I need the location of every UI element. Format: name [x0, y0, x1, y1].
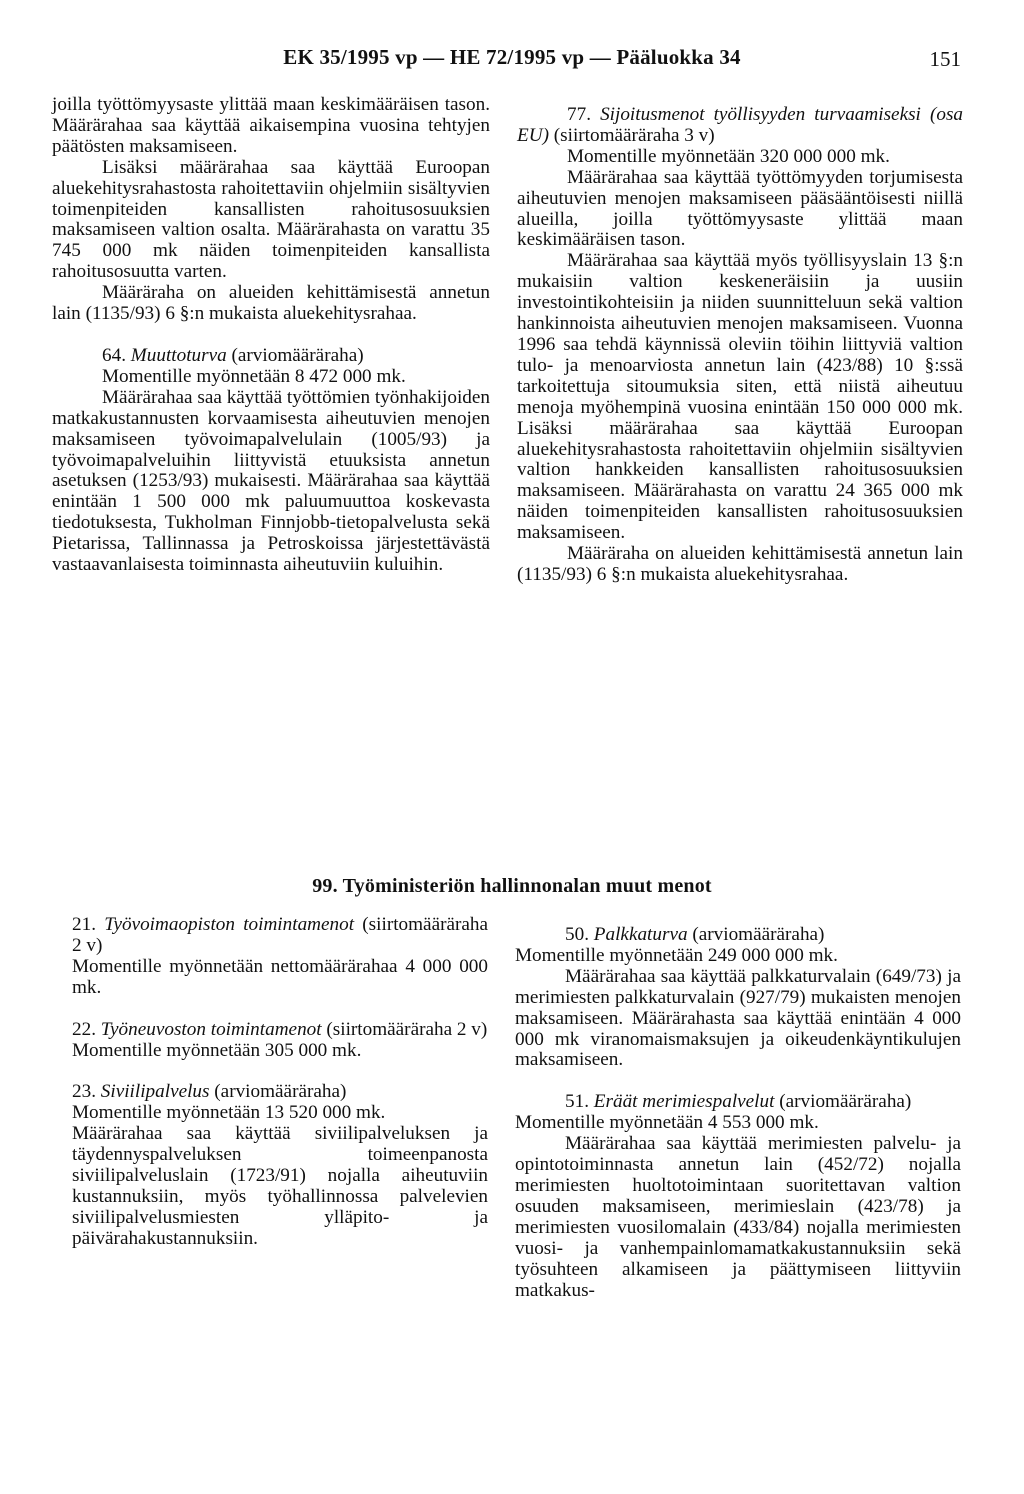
item-number: 22.	[72, 1018, 96, 1040]
item-amount: Momentille myönnetään nettomäärärahaa 4 000 000 mk.	[72, 955, 488, 998]
item-amount: Momentille myönnetään 305 000 mk.	[72, 1039, 362, 1061]
page-header	[0, 45, 1024, 77]
item-amount: Momentille myönnetään 13 520 000 mk.	[72, 1102, 386, 1124]
left-column-bottom	[72, 915, 488, 1250]
right-column-top	[517, 105, 963, 586]
item-title	[72, 915, 488, 957]
section-heading: 99. Työministeriön hallinnonalan muut menot	[312, 875, 712, 897]
appropriation-item-22	[72, 1020, 488, 1062]
paragraph: joilla työttömyysaste ylittää maan keskimääräisen tason. Määrärahaa saa käyttää aikaisempina vuosina tehtyjen päätösten maksamiseen.	[52, 94, 490, 157]
appropriation-item-21	[72, 915, 488, 999]
appropriation-item-77	[517, 105, 963, 586]
left-column-top	[52, 95, 490, 576]
item-title	[72, 1082, 488, 1103]
right-column-bottom	[515, 925, 961, 1301]
item-number: 23.	[72, 1081, 96, 1103]
paragraph: Määräraha on alueiden kehittämisestä annetun lain (1135/93) 6 §:n mukaista aluekehitysrahaa.	[52, 282, 490, 325]
paragraph: Lisäksi määrärahaa saa käyttää Euroopan aluekehitysrahastosta rahoitettaviin ohjelmiin sisältyvien toimenpiteiden kansallisten rahoitusosuuksien maksamiseen valtion osalta. Määrärahasta on varattu 35 745 000 mk näiden toimenpiteiden kansallista rahoitusosuutta varten.	[52, 156, 490, 283]
item-name: Eräät merimiespalvelut	[593, 1091, 775, 1113]
item-text: Määrärahaa saa käyttää siviilipalveluksen ja täydennyspalveluksen toimeenpanosta siviilipalveluslain (1723/91) nojalla aiheutuviin kustannuksiin, myös työhallinnossa palvelevien siviilipalvelusmiesten ylläpito- ja päivärahakustannuksiin.	[72, 1123, 488, 1249]
item-number: 51.	[565, 1091, 589, 1113]
item-title	[72, 1020, 488, 1041]
item-name: Muuttoturva	[130, 344, 227, 366]
item-type: (arviomääräraha)	[692, 924, 825, 945]
appropriation-item-51	[515, 1092, 961, 1301]
page-number: 151	[929, 47, 961, 71]
paragraph: Määrärahaa saa käyttää työttömyyden torjumisesta aiheutuvien menojen maksamiseen pääsääntöisesti niillä alueilla, joilla työttömyysaste ylittää maan keskimääräisen tason.	[517, 166, 963, 251]
item-number: 50.	[565, 924, 589, 945]
item-type: (arviomääräraha)	[779, 1091, 912, 1113]
item-amount: Momentille myönnetään 249 000 000 mk.	[515, 944, 838, 966]
item-amount: Momentille myönnetään 320 000 000 mk.	[567, 145, 890, 167]
item-name: Siviilipalvelus	[100, 1081, 210, 1103]
item-name: Työneuvoston toimintamenot	[100, 1018, 322, 1040]
item-title	[515, 925, 961, 946]
item-type: (siirtomääräraha 3 v)	[553, 124, 715, 146]
item-name: Sijoitusmenot työllisyyden turvaamiseksi (osa EU)	[517, 104, 963, 146]
item-type: (arviomääräraha)	[231, 344, 364, 366]
item-amount: Momentille myönnetään 4 553 000 mk.	[515, 1112, 819, 1134]
running-header: EK 35/1995 vp — HE 72/1995 vp — Pääluokka 34	[283, 45, 741, 69]
item-type: (siirtomääräraha 2 v)	[72, 914, 489, 956]
item-text: Määrärahaa saa käyttää työttömien työnhakijoiden matkakustannusten korvaamisesta aiheutuvien menojen maksamiseen työvoimapalvelulain (1005/93) ja työvoimapalveluihin liittyvistä etuuksista annetun asetuksen (1253/93) mukaisesti. Määrärahaa saa käyttää enintään 1 500 000 mk paluumuuttoa koskevasta tiedotuksesta, Tukholman Finnjobb-tietopalvelusta sekä Pietarissa, Tallinnassa ja Petroskoissa järjestettävästä vastaavanlaisesta toiminnasta aiheutuviin kuluihin.	[52, 386, 490, 576]
item-text: Määrärahaa saa käyttää merimiesten palvelu- ja opintotoiminnasta annetun lain (452/72) nojalla merimiesten huoltotoimintaan suoritettavan valtion osuuden maksamiseen, merimieslain (423/78) ja merimiesten vuosilomalain (433/84) nojalla merimiesten vuosi- ja vanhempainlomamatkakustannuksiin sekä työsuhteen alkamiseen ja päättymiseen liittyviin matkakus-	[515, 1133, 961, 1301]
item-title	[52, 346, 490, 367]
item-number: 64.	[102, 344, 126, 366]
item-text: Määrärahaa saa käyttää palkkaturvalain (649/73) ja merimiesten palkkaturvalain (927/79) mukaisten menojen maksamiseen. Määrärahasta saa käyttää enintään 4 000 000 mk viranomaismaksujen ja oikeudenkäyntikulujen maksamiseen.	[515, 965, 961, 1071]
item-type: (siirtomääräraha 2 v)	[326, 1018, 488, 1040]
paragraph: Määräraha on alueiden kehittämisestä annetun lain (1135/93) 6 §:n mukaista aluekehitysrahaa.	[517, 543, 963, 585]
appropriation-item-23	[72, 1082, 488, 1249]
item-name: Työvoimaopiston toimintamenot	[104, 914, 355, 935]
item-title	[517, 105, 963, 147]
appropriation-item-50	[515, 925, 961, 1071]
item-number: 21.	[72, 914, 96, 935]
paragraph: Määrärahaa saa käyttää myös työllisyyslain 13 §:n mukaisiin valtion keskeneräisiin ja uusiin investointikohteisiin ja niiden suunnitteluun sekä valtion hankinnoista aiheutuvien menojen maksamiseen. Vuonna 1996 saa tehdä käynnissä oleviin töihin liittyviä valtion tulo- ja menoarviosta annetun lain (423/88) 10 §:ssä tarkoitettuja sitoumuksia siten, että niistä aiheutuu menoja myöhempinä vuosina enintään 150 000 000 mk. Lisäksi määrärahaa saa käyttää Euroopan aluekehitysrahastosta rahoitettaviin ohjelmiin sisältyvien valtion hankkeiden kansallisten rahoitusosuuksien maksamiseen. Määrärahasta on varattu 24 365 000 mk näiden toimenpiteiden kansallisten rahoitusosuuksien maksamiseen.	[517, 250, 963, 544]
item-name: Palkkaturva	[593, 924, 688, 945]
item-number: 77.	[567, 104, 591, 125]
item-amount: Momentille myönnetään 8 472 000 mk.	[102, 365, 406, 387]
item-title	[515, 1092, 961, 1113]
item-type: (arviomääräraha)	[214, 1081, 347, 1103]
appropriation-item-64	[52, 346, 490, 576]
